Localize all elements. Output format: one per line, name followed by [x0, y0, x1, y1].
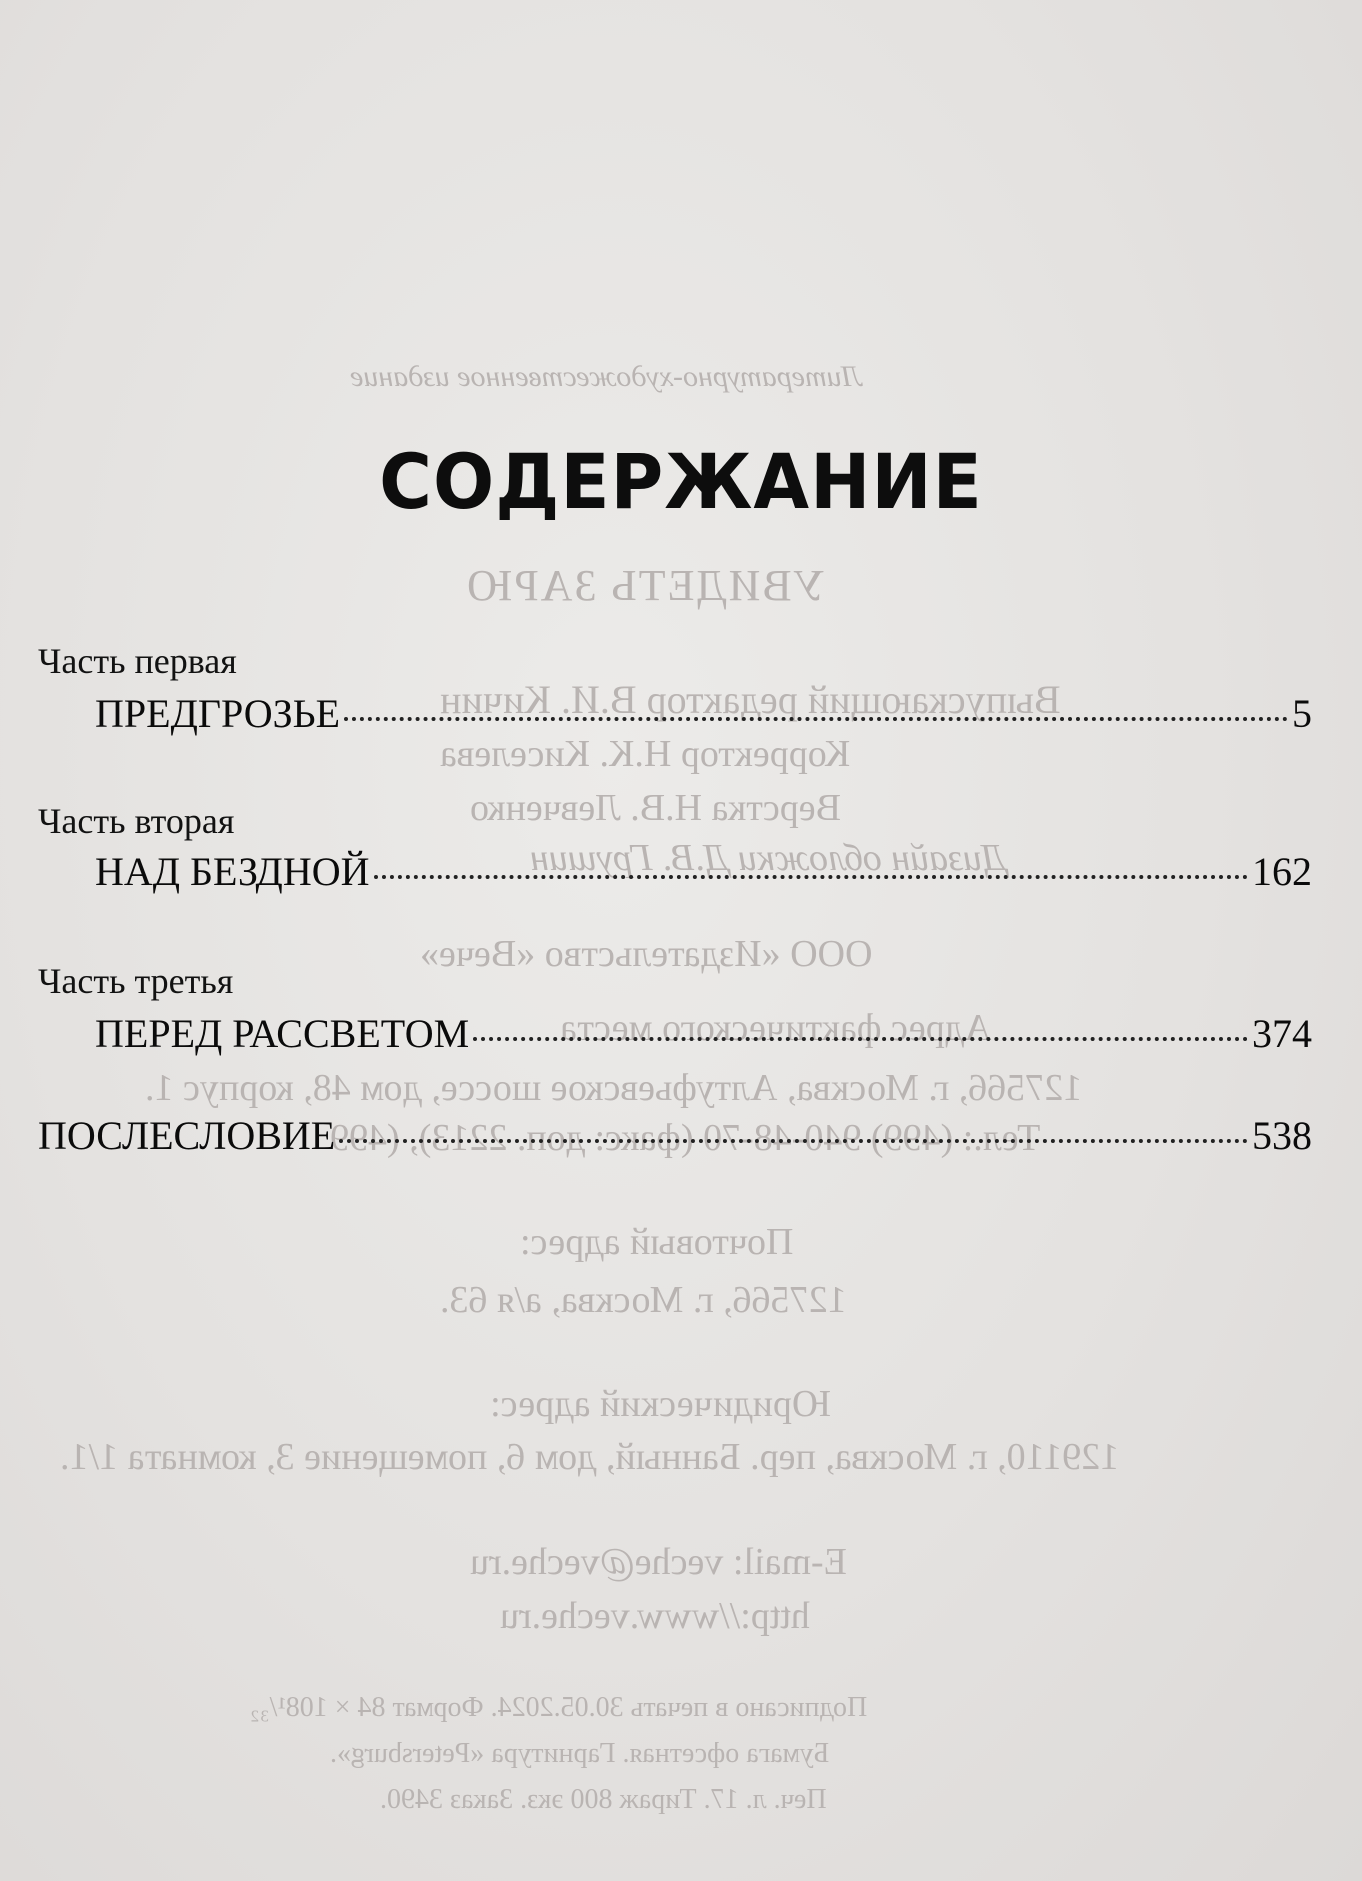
page-title: СОДЕРЖАНИЕ: [379, 437, 983, 527]
show-through-line: Подписано в печать 30.05.2024. Формат 84 × 108¹/₃₂: [250, 1692, 868, 1723]
toc-page-number: 374: [1252, 1011, 1312, 1056]
part-label: Часть вторая: [38, 801, 235, 841]
toc-entry-title: ПРЕДГРОЗЬЕ: [95, 691, 341, 736]
show-through-line: Бумага офсетная. Гарнитура «Petersburg».: [330, 1738, 830, 1769]
show-through-line: Выпускающий редактор В.И. Кичин: [440, 677, 1061, 722]
show-through-line: 127566, г. Москва, Алтуфьевское шоссе, дом 48, корпус 1.: [145, 1067, 1083, 1109]
toc-entry-title: НАД БЕЗДНОЙ: [95, 849, 370, 894]
toc-page-number: 538: [1252, 1113, 1312, 1158]
show-through-line: УВИДЕТЬ ЗАРЮ: [465, 561, 825, 610]
show-through-line: 129110, г. Москва, пер. Банный, дом 6, помещение 3, комната 1/1.: [60, 1436, 1120, 1478]
show-through-line: Юридический адрес:: [490, 1383, 831, 1425]
show-through-line: http://www.veche.ru: [500, 1595, 810, 1637]
show-through-line: Почтовый адрес:: [520, 1221, 794, 1263]
dot-leader: [473, 1037, 1248, 1041]
show-through-line: Тел.: (499) 940-48-70 (факс: доп. 2213), (499: [330, 1117, 1041, 1159]
show-through-line: Верстка Н.В. Левченко: [470, 787, 841, 829]
toc-entry-title: ПОСЛЕСЛОВИЕ: [38, 1113, 336, 1158]
show-through-line: Печ. л. 17. Тираж 800 экз. Заказ 3490.: [380, 1784, 827, 1815]
show-through-line: Дизайн обложки Д.В. Грушин: [530, 837, 1007, 879]
show-through-line: Корректор Н.К. Киселева: [440, 733, 851, 775]
dot-leader: [344, 717, 1288, 721]
show-through-line: ООО «Издательство «Вече»: [420, 933, 873, 975]
toc-page-number: 162: [1252, 849, 1312, 894]
toc-entry: [95, 690, 1312, 737]
show-through-line: Адрес фактического места: [560, 1007, 992, 1049]
part-label: Часть первая: [38, 641, 237, 681]
toc-entry-afterword: [38, 1112, 1312, 1159]
toc-page-number: 5: [1292, 691, 1312, 736]
dot-leader: [339, 1139, 1248, 1143]
toc-entry: [95, 848, 1312, 895]
toc-entry-title: ПЕРЕД РАССВЕТОМ: [95, 1011, 470, 1056]
part-label: Часть третья: [38, 961, 234, 1001]
toc-entry: [95, 1010, 1312, 1057]
show-through-line: Литературно-художественное издание: [350, 360, 862, 393]
dot-leader: [374, 875, 1249, 879]
show-through-line: 127566, г. Москва, а/я 63.: [440, 1279, 847, 1321]
show-through-line: E-mail: veche@veche.ru: [470, 1541, 847, 1583]
